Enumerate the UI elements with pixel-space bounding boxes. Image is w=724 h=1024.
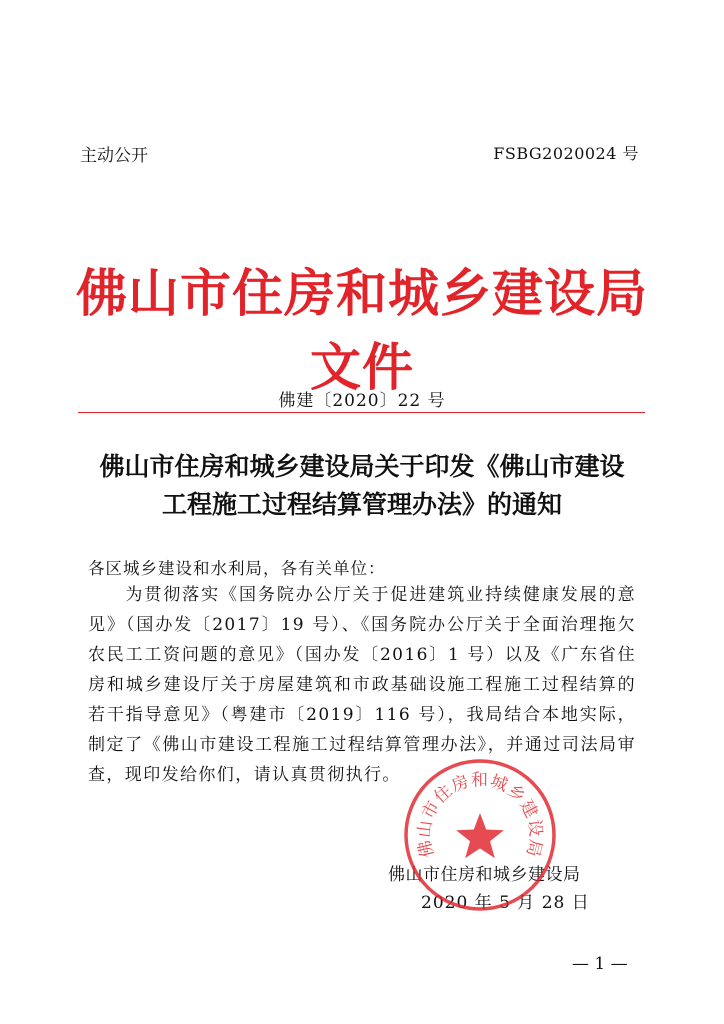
file-number: 佛建〔2020〕22 号 xyxy=(278,391,446,411)
disclosure-label: 主动公开 xyxy=(80,146,148,166)
notice-title-line-1: 佛山市住房和城乡建设局关于印发《佛山市建设 xyxy=(99,452,625,481)
page-number: — 1 — xyxy=(572,954,628,974)
org-header-title: 佛山市住房和城乡建设局文件 xyxy=(75,264,648,398)
red-divider xyxy=(78,412,645,413)
seal-text: 佛山市住房和城乡建设局 xyxy=(414,770,546,860)
official-seal-icon xyxy=(402,757,558,913)
notice-title xyxy=(80,448,644,524)
document-number: FSBG2020024 号 xyxy=(493,144,639,163)
salutation: 各区城乡建设和水利局，各有关单位： xyxy=(88,559,386,578)
issue-date: 2020 年 5 月 28 日 xyxy=(421,893,590,913)
issuer-name: 佛山市住房和城乡建设局 xyxy=(388,865,581,885)
notice-title-line-2: 工程施工过程结算管理办法》的通知 xyxy=(161,490,562,519)
body-paragraph: 为贯彻落实《国务院办公厅关于促进建筑业持续健康发展的意见》（国办发〔2017〕19 号）、《国务院办公厅关于全面治理拖欠农民工工资问题的意见》（国办发〔2016〕1 号）以及《广东省住房和城乡建设厅关于房屋建筑和市政基础设施工程施工过程结算的若干指导意见》（粤建市〔2019〕116 号），我局结合本地实际，制定了《佛山市建设工程施工过程结算管理办法》，并通过司法局审查，现印发给你们，请认真贯彻执行。 xyxy=(88,585,636,785)
